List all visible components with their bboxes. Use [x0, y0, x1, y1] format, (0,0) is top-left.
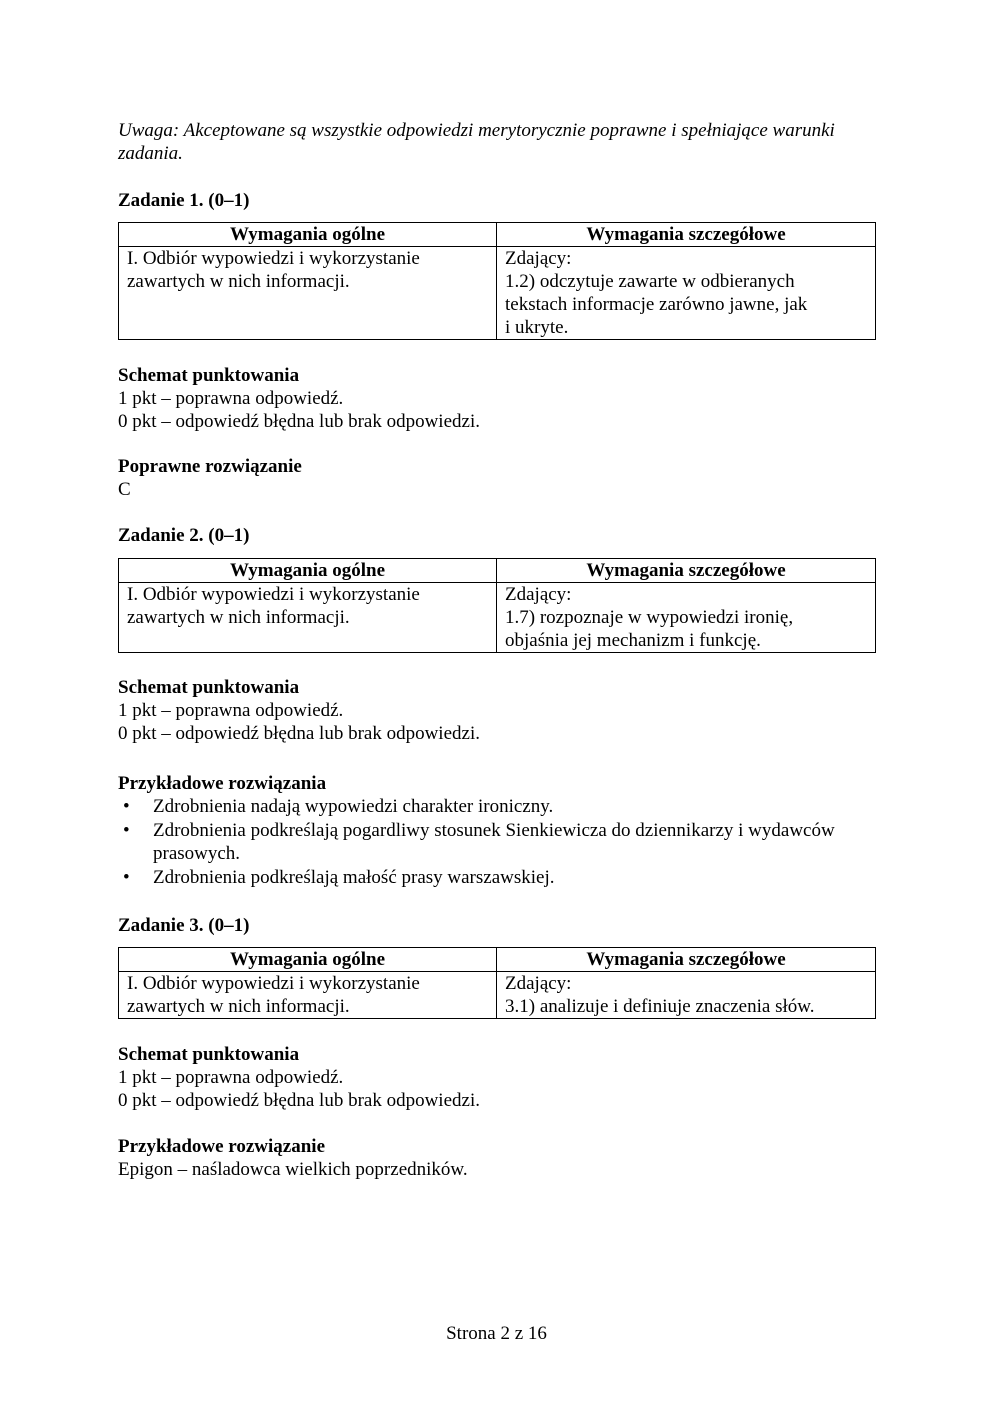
note-text: Uwaga: Akceptowane są wszystkie odpowiedzi merytorycznie poprawne i spełniające warunki zadania.	[118, 120, 835, 164]
header-general: Wymagania ogólne	[119, 559, 497, 583]
solution-title: Przykładowe rozwiązanie	[118, 1136, 326, 1157]
task-1-scoring	[118, 364, 878, 433]
cell-line: tekstach informacje zarówno jawne, jak	[505, 294, 808, 315]
cell-line: I. Odbiór wypowiedzi i wykorzystanie	[127, 584, 420, 605]
list-item: • Zdrobnienia podkreślają małość prasy warszawskiej.	[118, 866, 878, 889]
scoring-line: 1 pkt – poprawna odpowiedź.	[118, 1067, 344, 1088]
cell-line: zawartych w nich informacji.	[127, 996, 350, 1017]
task-2-title: Zadanie 2. (0–1)	[118, 525, 250, 546]
cell-line: 1.7) rozpoznaje w wypowiedzi ironię,	[505, 607, 794, 628]
cell-line: 3.1) analizuje i definiuje znaczenia słów.	[505, 996, 815, 1017]
cell-line: i ukryte.	[505, 317, 569, 338]
task-2-scoring	[118, 676, 878, 745]
table-header-row	[119, 559, 876, 583]
header-specific: Wymagania szczegółowe	[497, 948, 876, 972]
scoring-title: Schemat punktowania	[118, 677, 300, 698]
scoring-line: 1 pkt – poprawna odpowiedź.	[118, 388, 344, 409]
cell-line: 1.2) odczytuje zawarte w odbieranych	[505, 271, 795, 292]
table-row	[119, 583, 876, 653]
scoring-line: 0 pkt – odpowiedź błędna lub brak odpowiedzi.	[118, 723, 480, 744]
specific-requirement-cell	[497, 583, 876, 653]
task-1-solution	[118, 455, 878, 501]
task-1-title: Zadanie 1. (0–1)	[118, 190, 250, 211]
table-header-row	[119, 948, 876, 972]
cell-line: I. Odbiór wypowiedzi i wykorzystanie	[127, 248, 420, 269]
table-row	[119, 972, 876, 1019]
task-1-requirements-table	[118, 222, 876, 340]
scoring-line: 1 pkt – poprawna odpowiedź.	[118, 700, 344, 721]
task-2-requirements-table	[118, 558, 876, 653]
task-3-requirements-table	[118, 947, 876, 1019]
header-specific: Wymagania szczegółowe	[497, 223, 876, 247]
specific-requirement-cell	[497, 972, 876, 1019]
scoring-title: Schemat punktowania	[118, 1044, 300, 1065]
cell-line: Zdający:	[505, 248, 572, 269]
table-header-row	[119, 223, 876, 247]
solution-text: Epigon – naśladowca wielkich poprzedników.	[118, 1159, 468, 1180]
page-number: Strona 2 z 16	[446, 1323, 547, 1344]
scoring-line: 0 pkt – odpowiedź błędna lub brak odpowiedzi.	[118, 411, 480, 432]
task-2-solutions	[118, 772, 878, 890]
solution-title: Przykładowe rozwiązania	[118, 773, 327, 794]
cell-line: Zdający:	[505, 973, 572, 994]
cell-line: zawartych w nich informacji.	[127, 607, 350, 628]
specific-requirement-cell	[497, 247, 876, 340]
general-requirement-cell	[119, 972, 497, 1019]
task-3-solution	[118, 1135, 878, 1181]
header-specific: Wymagania szczegółowe	[497, 559, 876, 583]
solution-title: Poprawne rozwiązanie	[118, 456, 302, 477]
cell-line: zawartych w nich informacji.	[127, 271, 350, 292]
task-3-scoring	[118, 1043, 878, 1112]
task-3-title: Zadanie 3. (0–1)	[118, 915, 250, 936]
header-general: Wymagania ogólne	[119, 223, 497, 247]
general-requirement-cell	[119, 583, 497, 653]
solutions-list	[118, 795, 878, 889]
list-item: • Zdrobnienia nadają wypowiedzi charakter ironiczny.	[118, 795, 878, 818]
list-item: • Zdrobnienia podkreślają pogardliwy stosunek Sienkiewicza do dziennikarzy i wydawców prasowych.	[118, 819, 878, 865]
cell-line: objaśnia jej mechanizm i funkcję.	[505, 630, 761, 651]
scoring-title: Schemat punktowania	[118, 365, 300, 386]
cell-line: I. Odbiór wypowiedzi i wykorzystanie	[127, 973, 420, 994]
cell-line: Zdający:	[505, 584, 572, 605]
table-row	[119, 247, 876, 340]
scoring-line: 0 pkt – odpowiedź błędna lub brak odpowiedzi.	[118, 1090, 480, 1111]
general-requirement-cell	[119, 247, 497, 340]
header-general: Wymagania ogólne	[119, 948, 497, 972]
solution-text: C	[118, 479, 131, 500]
